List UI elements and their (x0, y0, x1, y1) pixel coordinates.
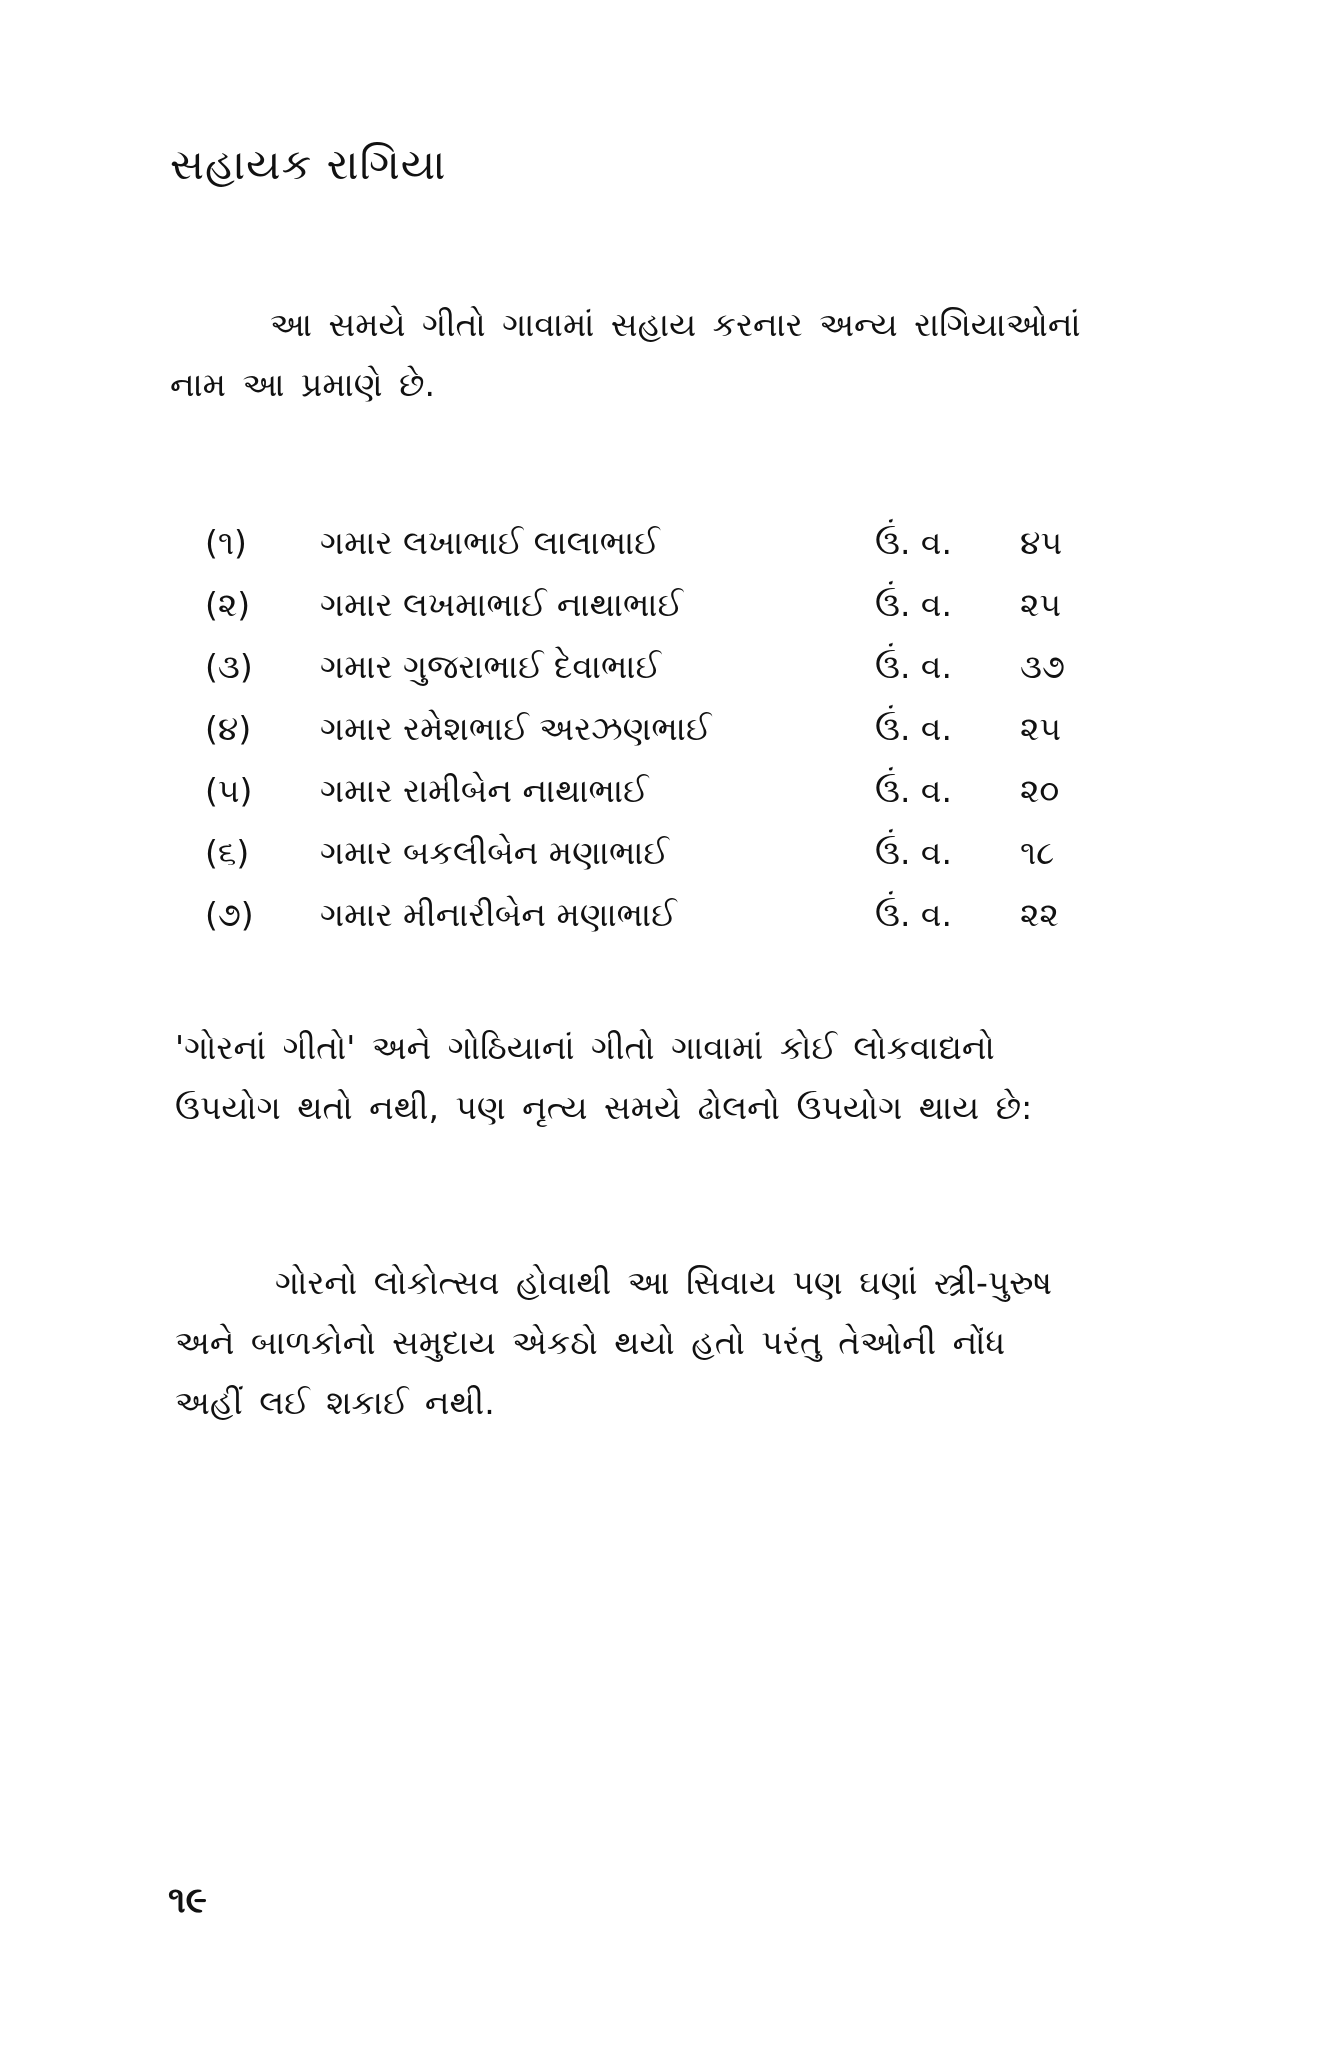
singer-name: ગમાર મીનારીબેન મણાભાઈ (320, 895, 677, 934)
singers-list (205, 512, 1105, 946)
item-number: (૬) (205, 833, 250, 872)
age-label: ઉં. વ. (875, 523, 952, 562)
list-item (205, 760, 1105, 822)
item-number: (૭) (205, 895, 254, 934)
singer-name: ગમાર બકલીબેન મણાભાઈ (320, 833, 669, 872)
list-item (205, 512, 1105, 574)
intro-line: આ સમયે ગીતો ગાવામાં સહાય કરનાર અન્ય રાગિયાઓનાં (270, 305, 1081, 344)
intro-line: નામ આ પ્રમાણે છે. (170, 365, 435, 404)
age-value: ૩૭ (1020, 647, 1065, 686)
item-number: (૩) (205, 647, 253, 686)
singer-name: ગમાર ગુજરાભાઈ દેવાભાઈ (320, 647, 661, 686)
age-label: ઉં. વ. (875, 771, 952, 810)
gathering-line: ગોરનો લોકોત્સવ હોવાથી આ સિવાય પણ ઘણાં સ્ત્રી-પુરુષ (275, 1263, 1052, 1302)
instruments-line: ઉપયોગ થતો નથી, પણ નૃત્ય સમયે ઢોલનો ઉપયોગ થાય છે: (175, 1088, 1033, 1127)
age-label: ઉં. વ. (875, 895, 952, 934)
item-number: (૨) (205, 585, 251, 624)
age-value: ૨૦ (1020, 771, 1060, 810)
list-item (205, 636, 1105, 698)
item-number: (૧) (205, 523, 247, 562)
age-label: ઉં. વ. (875, 709, 952, 748)
list-item (205, 884, 1105, 946)
list-item (205, 574, 1105, 636)
age-value: ૧૮ (1020, 833, 1055, 872)
age-value: ૨૫ (1020, 585, 1062, 624)
item-number: (૫) (205, 771, 253, 810)
age-label: ઉં. વ. (875, 833, 952, 872)
age-value: ૨૫ (1020, 709, 1062, 748)
age-value: ૪૫ (1020, 523, 1063, 562)
item-number: (૪) (205, 709, 252, 748)
age-label: ઉં. વ. (875, 585, 952, 624)
instruments-line: 'ગોરનાં ગીતો' અને ગોઠિયાનાં ગીતો ગાવામાં કોઈ લોકવાદ્યનો (175, 1028, 995, 1067)
list-item (205, 822, 1105, 884)
instruments-paragraph (175, 1018, 1195, 1138)
intro-paragraph (170, 295, 1190, 415)
list-item (205, 698, 1105, 760)
age-label: ઉં. વ. (875, 647, 952, 686)
singer-name: ગમાર લખાભાઈ લાલાભાઈ (320, 523, 660, 562)
singer-name: ગમાર રમેશભાઈ અરઝણભાઈ (320, 709, 712, 748)
section-heading: સહાયક રાગિયા (170, 140, 447, 189)
gathering-line: અહીં લઈ શકાઈ નથી. (175, 1383, 495, 1422)
singer-name: ગમાર રામીબેન નાથાભાઈ (320, 771, 649, 810)
gathering-line: અને બાળકોનો સમુદાય એકઠો થયો હતો પરંતુ તેઓની નોંધ (175, 1323, 1006, 1362)
age-value: ૨૨ (1020, 895, 1059, 934)
page-number: ૧૯ (168, 1880, 207, 1921)
gathering-paragraph (175, 1253, 1195, 1433)
singer-name: ગમાર લખમાભાઈ નાથાભાઈ (320, 585, 683, 624)
